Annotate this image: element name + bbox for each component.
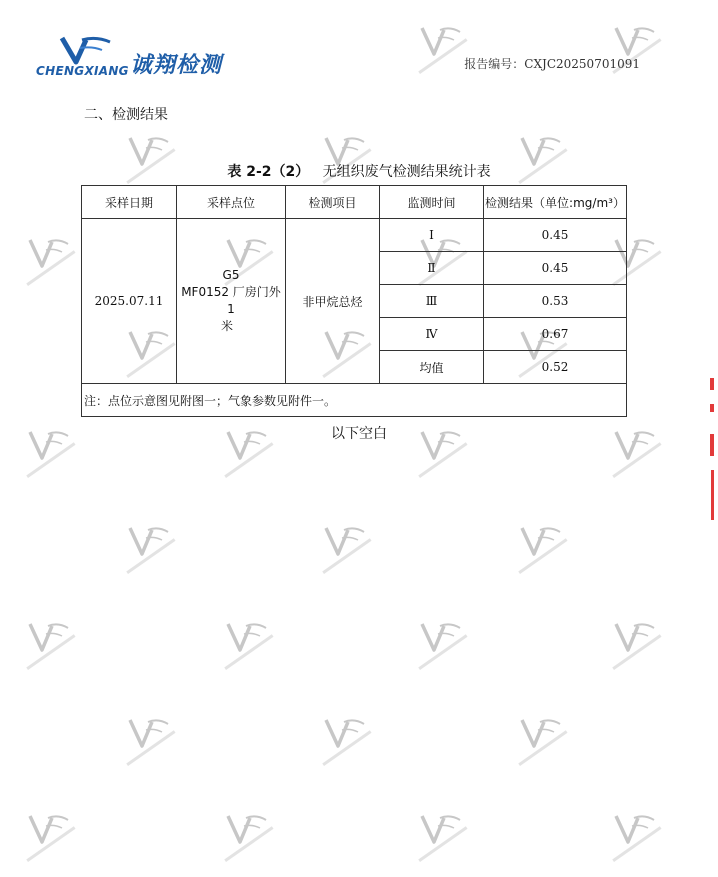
- section-title: 二、检测结果: [84, 107, 168, 123]
- table-note-row: [82, 384, 627, 417]
- cell-result: 0.45: [484, 219, 627, 252]
- cell-test-item: 非甲烷总烃: [286, 219, 380, 384]
- cell-time: Ⅲ: [380, 285, 484, 318]
- sample-point-name-cont: 米: [221, 319, 234, 333]
- watermark-logo-icon: [120, 520, 190, 580]
- logo-english-text: CHENGXIANG: [36, 64, 129, 78]
- edge-red-mark: [710, 434, 714, 456]
- watermark-logo-icon: [316, 520, 386, 580]
- cell-time: Ⅳ: [380, 318, 484, 351]
- cell-time: Ⅰ: [380, 219, 484, 252]
- report-number: 报告编号：CXJC20250701091: [464, 57, 640, 71]
- header-monitor-time: 监测时间: [380, 186, 484, 219]
- watermark-logo-icon: [412, 616, 482, 676]
- watermark-logo-icon: [120, 130, 190, 190]
- watermark-logo-icon: [218, 808, 288, 868]
- table-caption-title: 无组织废气检测结果统计表: [322, 164, 491, 180]
- table-caption: [0, 161, 718, 181]
- table-note: 注：点位示意图见附图一；气象参数见附件一。: [82, 384, 627, 417]
- watermark-logo-icon: [606, 808, 676, 868]
- watermark-logo-icon: [512, 130, 582, 190]
- cell-result: 0.52: [484, 351, 627, 384]
- logo-chinese-text: 诚翔检测: [130, 53, 223, 78]
- sample-point-name: MF0152 厂房门外 1: [181, 285, 281, 316]
- edge-red-mark: [710, 378, 714, 390]
- cell-time: 均值: [380, 351, 484, 384]
- watermark-logo-icon: [412, 808, 482, 868]
- cell-result: 0.53: [484, 285, 627, 318]
- watermark-logo-icon: [218, 616, 288, 676]
- watermark-logo-icon: [20, 232, 90, 292]
- cell-result: 0.67: [484, 318, 627, 351]
- cell-sample-point: [177, 219, 286, 384]
- header-test-item: 检测项目: [286, 186, 380, 219]
- table-caption-number: 表 2-2（2）: [227, 164, 310, 180]
- watermark-logo-icon: [606, 616, 676, 676]
- cell-result: 0.45: [484, 252, 627, 285]
- edge-red-mark: [711, 470, 714, 520]
- cell-time: Ⅱ: [380, 252, 484, 285]
- watermark-logo-icon: [512, 520, 582, 580]
- watermark-logo-icon: [316, 130, 386, 190]
- watermark-logo-icon: [20, 616, 90, 676]
- cell-sample-date: 2025.07.11: [82, 219, 177, 384]
- sample-point-code: G5: [222, 268, 240, 282]
- watermark-logo-icon: [120, 712, 190, 772]
- results-table: [81, 185, 627, 417]
- header-sample-date: 采样日期: [82, 186, 177, 219]
- table-row: [82, 219, 627, 252]
- blank-after-marker: 以下空白: [331, 426, 387, 442]
- company-logo: [36, 34, 236, 84]
- edge-red-mark: [710, 404, 714, 412]
- header-test-result: 检测结果（单位:mg/m³）: [484, 186, 627, 219]
- watermark-logo-icon: [316, 712, 386, 772]
- header-sample-point: 采样点位: [177, 186, 286, 219]
- watermark-logo-icon: [512, 712, 582, 772]
- watermark-logo-icon: [20, 808, 90, 868]
- table-header-row: [82, 186, 627, 219]
